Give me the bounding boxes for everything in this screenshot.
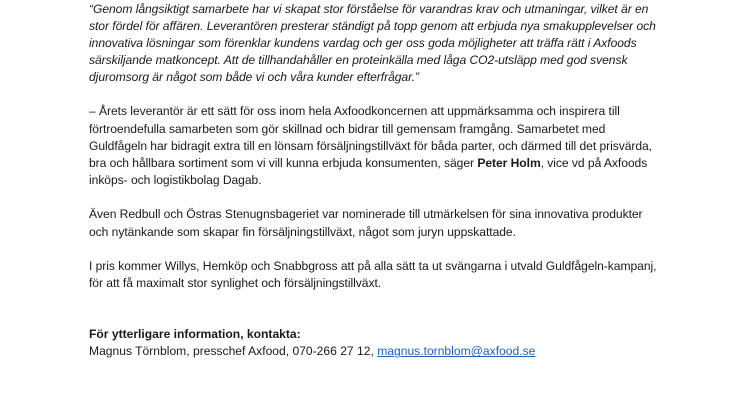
campaign-paragraph: I pris kommer Willys, Hemköp och Snabbgross att på alla sätt ta ut svängarna i utvald Guldfågeln-kampanj, för att få maximalt stor synlighet och försäljningstillväxt. — [89, 259, 657, 291]
speaker-name: Peter Holm — [477, 155, 541, 170]
spacer — [89, 241, 659, 259]
press-release-body — [89, 0, 659, 361]
paragraph-text: – Årets leverantör är ett sätt för oss inom hela Axfoodkoncernen att uppmärksamma och inspirera till förtroendefulla samarbeten som gör skillnad och bidrar till gemensam framgång. Samarbetet med Guldfågeln har bidragit extra till en lönsam försäljningstillväxt för båda parter, och därmed till det prisvärda, bra och hållbara sortiment som vi vill kunna erbjuda konsumenten, säger — [89, 104, 653, 170]
spacer — [89, 292, 659, 326]
nominees-paragraph: Även Redbull och Östras Stenugnsbageriet var nominerade till utmärkelsen för sina innovativa produkter och nytänkande som skapar fin försäljningstillväxt, något som juryn uppskattade. — [89, 207, 643, 239]
spacer — [89, 189, 659, 207]
spacer — [89, 86, 659, 103]
quote-paragraph: “Genom långsiktigt samarbete har vi skapat stor förståelse för varandras krav och utmaningar, vilket är en stor fördel för affären. Leverantören presterar ständigt på topp genom att erbjuda nya smakupplevelser och innovativa lösningar som förenklar kundens vardag och ger oss goda möjligheter att träffa rätt i Axfoods särskiljande matkoncept. Att de tillhandahåller en proteinkälla med låga CO2-utsläpp med god svensk djuromsorg är något som både vi och våra kunder efterfrågar.” — [89, 2, 656, 85]
contact-email-link[interactable]: magnus.tornblom@axfood.se — [377, 344, 536, 359]
leverantor-paragraph — [89, 103, 659, 188]
paragraph-text-end: , vice vd på Axfoods inköps- och logistikbolag Dagab. — [89, 155, 648, 187]
contact-heading: För ytterligare information, kontakta: — [89, 327, 301, 342]
contact-details — [89, 343, 659, 360]
contact-person: Magnus Törnblom, presschef Axfood, 070-266 27 12, — [89, 344, 378, 359]
